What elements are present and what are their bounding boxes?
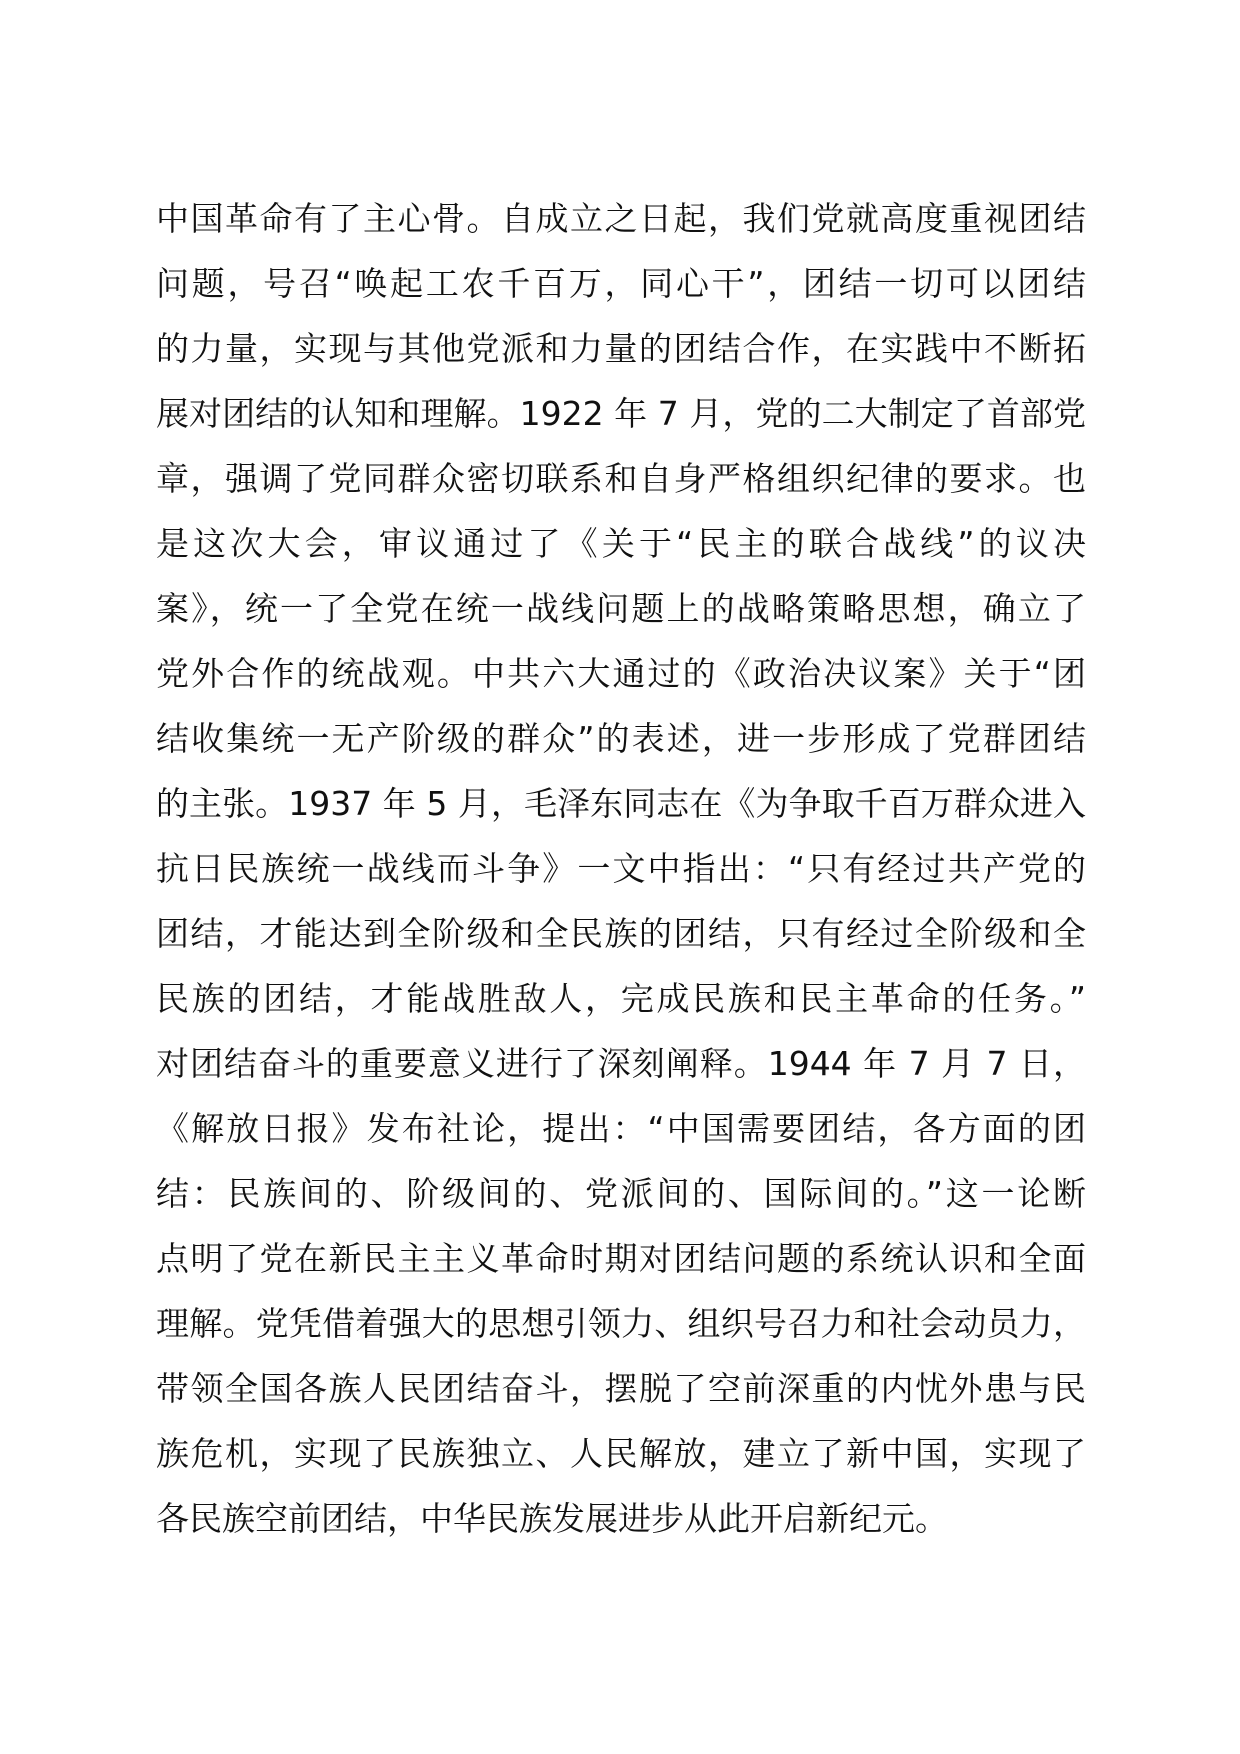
paragraph-line-21: 各民族空前团结，中华民族发展进步从此开启新纪元。 xyxy=(156,1499,948,1538)
paragraph-line-2: 问题，号召“唤起工农千百万，同心干”，团结一切可以团结 xyxy=(156,264,1086,303)
paragraph-line-16: 结：民族间的、阶级间的、党派间的、国际间的。”这一论断 xyxy=(156,1174,1086,1213)
paragraph-line-15: 《解放日报》发布社论，提出：“中国需要团结，各方面的团 xyxy=(156,1109,1086,1148)
paragraph-line-3: 的力量，实现与其他党派和力量的团结合作，在实践中不断拓 xyxy=(156,329,1086,368)
paragraph-line-4: 展对团结的认知和理解。1922 年 7 月，党的二大制定了首部党 xyxy=(156,394,1086,433)
paragraph-line-10: 的主张。1937 年 5 月，毛泽东同志在《为争取千百万群众进入 xyxy=(156,784,1086,823)
paragraph-line-5: 章，强调了党同群众密切联系和自身严格组织纪律的要求。也 xyxy=(156,459,1086,498)
paragraph-line-13: 民族的团结，才能战胜敌人，完成民族和民主革命的任务。” xyxy=(156,979,1086,1018)
paragraph-line-8: 党外合作的统战观。中共六大通过的《政治决议案》关于“团 xyxy=(156,654,1086,693)
paragraph-line-14: 对团结奋斗的重要意义进行了深刻阐释。1944 年 7 月 7 日， xyxy=(156,1044,1086,1083)
paragraph-line-1: 中国革命有了主心骨。自成立之日起，我们党就高度重视团结 xyxy=(156,199,1086,238)
body-paragraph xyxy=(156,186,1086,1551)
paragraph-line-11: 抗日民族统一战线而斗争》一文中指出：“只有经过共产党的 xyxy=(156,849,1086,888)
paragraph-line-6: 是这次大会，审议通过了《关于“民主的联合战线”的议决 xyxy=(156,524,1086,563)
paragraph-line-20: 族危机，实现了民族独立、人民解放，建立了新中国，实现了 xyxy=(156,1434,1086,1473)
paragraph-line-9: 结收集统一无产阶级的群众”的表述，进一步形成了党群团结 xyxy=(156,719,1086,758)
paragraph-line-7: 案》，统一了全党在统一战线问题上的战略策略思想，确立了 xyxy=(156,589,1086,628)
paragraph-line-18: 理解。党凭借着强大的思想引领力、组织号召力和社会动员力， xyxy=(156,1304,1086,1343)
paragraph-line-17: 点明了党在新民主主义革命时期对团结问题的系统认识和全面 xyxy=(156,1239,1086,1278)
paragraph-line-19: 带领全国各族人民团结奋斗，摆脱了空前深重的内忧外患与民 xyxy=(156,1369,1086,1408)
paragraph-line-12: 团结，才能达到全阶级和全民族的团结，只有经过全阶级和全 xyxy=(156,914,1086,953)
